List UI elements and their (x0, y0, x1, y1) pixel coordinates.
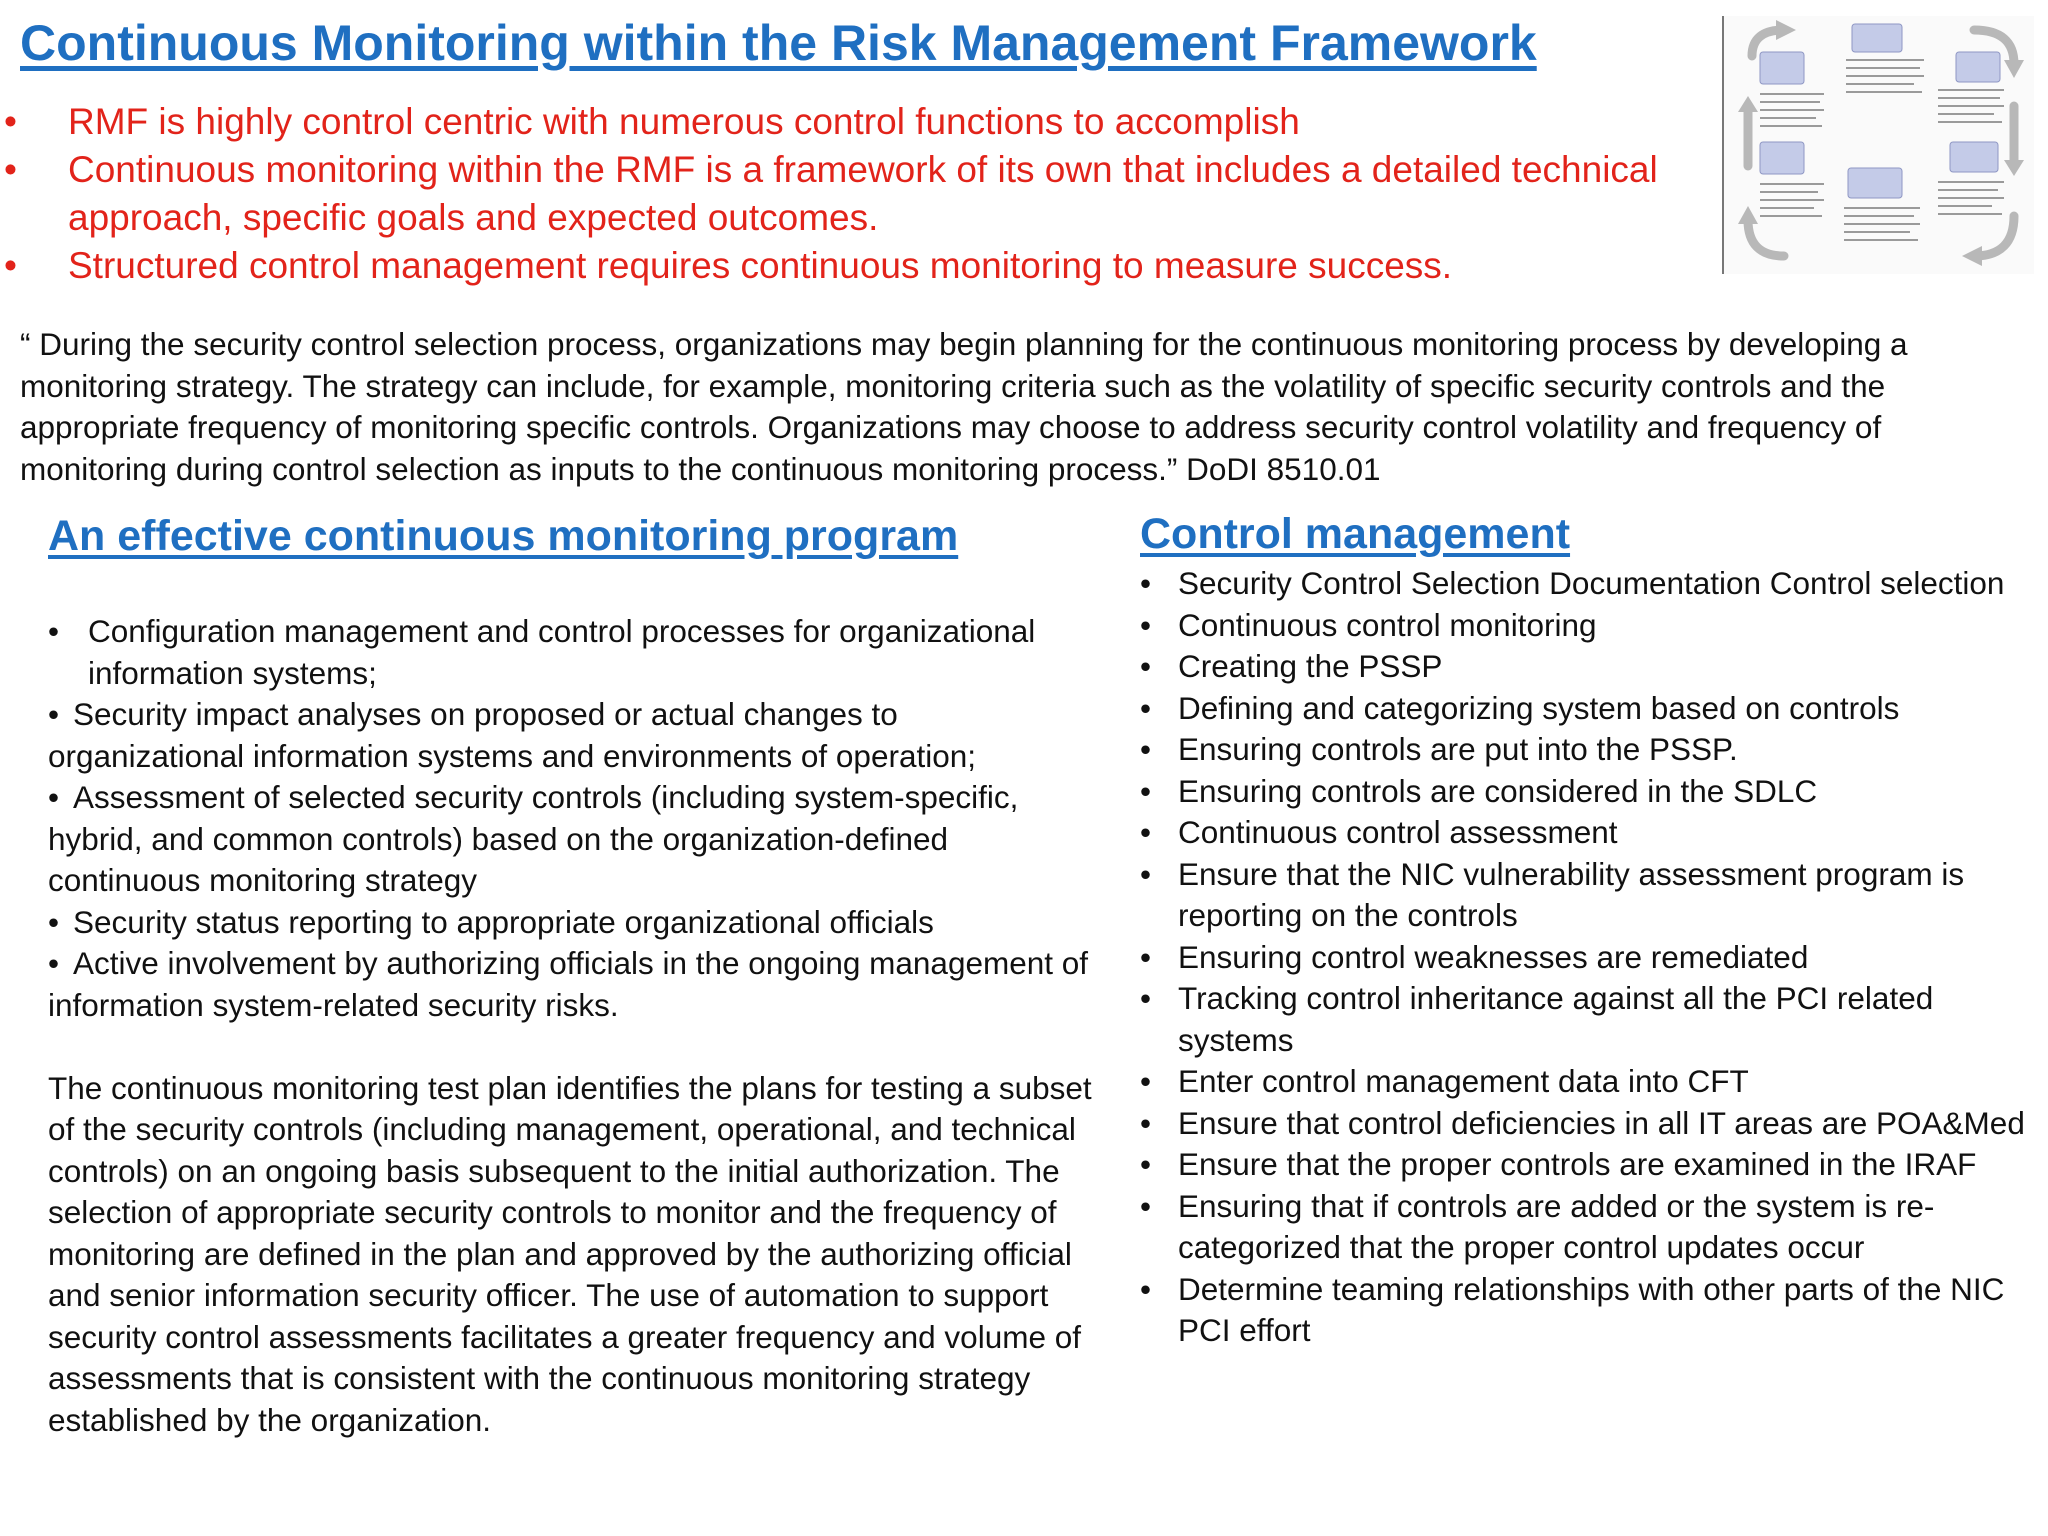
list-item-text: Ensure that the NIC vulnerability assessment program is reporting on the controls (1178, 855, 1965, 933)
list-item-text: Determine teaming relationships with other parts of the NIC PCI effort (1178, 1270, 2005, 1348)
list-item (48, 694, 1098, 777)
key-point-text: RMF is highly control centric with numerous control functions to accomplish (68, 101, 1300, 142)
key-point-text: Structured control management requires continuous monitoring to measure success. (68, 245, 1453, 286)
list-item-text: Configuration management and control processes for organizational information systems; (88, 613, 1036, 691)
monitoring-program-section (48, 512, 1098, 1441)
list-item (1140, 1061, 2040, 1103)
list-item (1140, 563, 2040, 605)
list-item (1140, 688, 2040, 730)
bullet-icon: • (1140, 565, 1152, 601)
list-item-text: Security status reporting to appropriate organizational officials (73, 903, 934, 940)
bullet-icon: • (48, 903, 60, 940)
list-item (1140, 812, 2040, 854)
bullet-icon: • (4, 245, 17, 286)
bullet-icon: • (48, 696, 60, 732)
bullet-icon: • (48, 945, 60, 981)
bullet-icon: • (1140, 648, 1152, 684)
bullet-icon: • (1140, 814, 1152, 850)
list-item (1140, 854, 2040, 937)
key-points-list (0, 98, 1680, 290)
list-item-text: Security Control Selection Documentation Control selection (1178, 565, 2005, 601)
key-point (0, 146, 1680, 242)
control-management-heading: Control management (1140, 510, 1571, 558)
bullet-icon: • (1140, 772, 1152, 809)
rmf-cycle-diagram-thumbnail (1722, 16, 2034, 274)
page-title: Continuous Monitoring within the Risk Management Framework (20, 15, 1537, 71)
list-item (1140, 1103, 2040, 1145)
bullet-icon: • (1140, 855, 1152, 892)
list-item-text: Defining and categorizing system based on controls (1178, 689, 1900, 726)
list-item (48, 902, 1098, 944)
key-point (0, 98, 1680, 146)
bullet-icon: • (1140, 1146, 1152, 1182)
list-item-text: Active involvement by authorizing officials in the ongoing management of information system-related security risks. (48, 945, 1089, 1023)
list-item-text: Ensure that the proper controls are examined in the IRAF (1178, 1146, 1977, 1182)
list-item (1140, 605, 2040, 647)
list-item-text: Security impact analyses on proposed or actual changes to organizational information systems and environments of operation; (48, 696, 977, 774)
bullet-icon: • (1140, 1104, 1152, 1141)
key-point-text: Continuous monitoring within the RMF is a framework of its own that includes a detailed technical approach, specific goals and expected outcomes. (68, 149, 1658, 238)
list-item-text: Ensuring control weaknesses are remediated (1178, 938, 1809, 975)
control-management-section (1140, 510, 2040, 1352)
list-item (1140, 978, 2040, 1061)
list-item (1140, 729, 2040, 771)
list-item-text: Enter control management data into CFT (1178, 1063, 1749, 1099)
list-item-text: Assessment of selected security controls (including system-specific, hybrid, and common controls) based on the organization-defined continuous monitoring strategy (48, 779, 1019, 898)
bullet-icon: • (1140, 606, 1152, 643)
dodi-quote: “ During the security control selection process, organizations may begin planning for the continuous monitoring process by developing a monitoring strategy. The strategy can include, for example, monitoring criteria such as the volatility of specific security controls and the appropriate frequency of monitoring specific controls. Organizations may choose to address security control volatility and frequency of monitoring during control selection as inputs to the continuous monitoring process.” DoDI 8510.01 (20, 326, 1908, 487)
list-item (1140, 1186, 2040, 1269)
bullet-icon: • (48, 779, 60, 815)
bullet-icon: • (1140, 731, 1152, 767)
control-management-list (1140, 563, 2040, 1352)
list-item-text: Creating the PSSP (1178, 648, 1443, 684)
list-item (1140, 771, 2040, 813)
key-point (0, 242, 1680, 290)
bullet-icon: • (4, 101, 17, 142)
list-item-text: Ensuring controls are put into the PSSP. (1178, 731, 1738, 767)
monitoring-program-heading: An effective continuous monitoring program (48, 512, 959, 560)
list-item (1140, 1144, 2040, 1186)
bullet-icon: • (1140, 1187, 1152, 1224)
bullet-icon: • (4, 149, 17, 190)
bullet-icon: • (1140, 1270, 1152, 1307)
list-item-text: Tracking control inheritance against all the PCI related systems (1178, 980, 1934, 1058)
bullet-icon: • (1140, 689, 1152, 726)
list-item (1140, 1269, 2040, 1352)
list-item-text: Continuous control monitoring (1178, 606, 1597, 643)
list-item (48, 611, 1098, 694)
list-item-text: Ensure that control deficiencies in all IT areas are POA&Med (1178, 1104, 2025, 1141)
list-item (48, 777, 1098, 902)
monitoring-program-list (48, 611, 1098, 1026)
bullet-icon: • (1140, 938, 1152, 975)
list-item (1140, 937, 2040, 979)
list-item (48, 943, 1098, 1026)
list-item-text: Continuous control assessment (1178, 814, 1618, 850)
rmf-cycle-diagram-image (1724, 16, 2034, 274)
bullet-icon: • (48, 613, 60, 649)
list-item-text: Ensuring controls are considered in the SDLC (1178, 772, 1818, 809)
bullet-icon: • (1140, 1063, 1152, 1099)
list-item (1140, 646, 2040, 688)
list-item-text: Ensuring that if controls are added or the system is re-categorized that the proper control updates occur (1178, 1187, 1935, 1265)
test-plan-paragraph: The continuous monitoring test plan identifies the plans for testing a subset of the security controls (including management, operational, and technical controls) on an ongoing basis subsequent to the initial authorization. The selection of appropriate security controls to monitor and the frequency of monitoring are defined in the plan and approved by the authorizing official and senior information security officer. The use of automation to support security control assessments facilitates a greater frequency and volume of assessments that is consistent with the continuous monitoring strategy established by the organization. (48, 1069, 1092, 1438)
bullet-icon: • (1140, 980, 1152, 1016)
